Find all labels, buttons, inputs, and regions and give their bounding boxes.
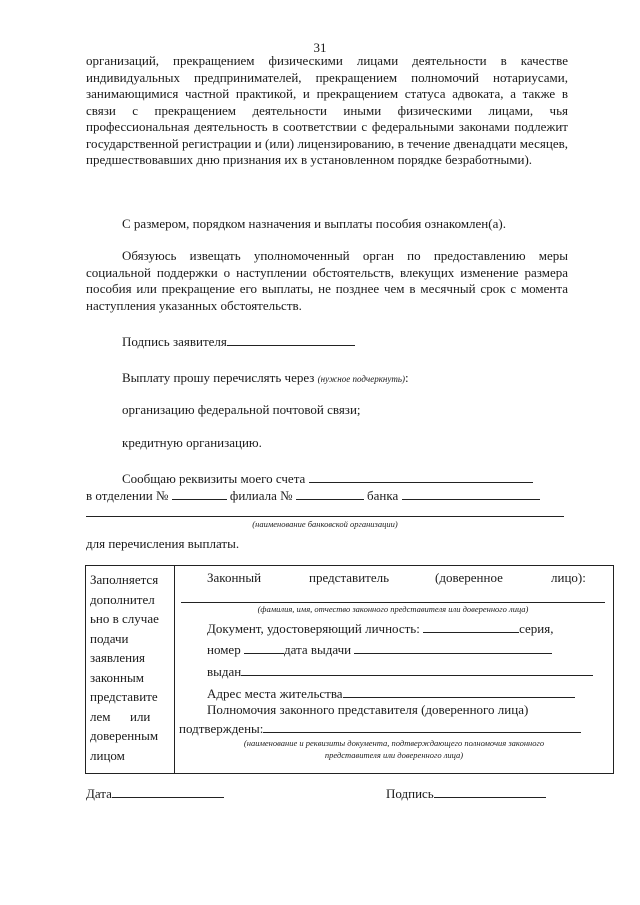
applicant-signature-label: Подпись заявителя (122, 334, 227, 349)
payment-method-line: Выплату прошу перечислять через (нужное подчеркнуть): (122, 370, 409, 385)
acknowledgement-text: С размером, порядком назначения и выплаты пособия ознакомлен(а). (122, 216, 506, 231)
final-signature-line (386, 785, 546, 802)
applicant-signature-field[interactable] (227, 333, 355, 346)
account-line (122, 470, 533, 487)
bank-name-field[interactable] (402, 487, 540, 500)
address-line: Адрес места жительства (207, 685, 575, 702)
filial-label: филиала № (229, 488, 293, 503)
issued-by-line: выдан (207, 663, 593, 680)
payment-note: (нужное подчеркнуть) (317, 374, 405, 384)
issued-by-field[interactable] (241, 663, 593, 676)
continuation-paragraph (86, 53, 568, 169)
filial-number-field[interactable] (296, 487, 364, 500)
authority-caption-2: представителя или доверенного лица) (324, 750, 464, 760)
page-number: 31 (313, 40, 327, 55)
address-field[interactable] (343, 685, 575, 698)
final-signature-field[interactable] (434, 785, 546, 798)
branch-number-field[interactable] (172, 487, 227, 500)
number-line: номер дата выдачи (207, 641, 552, 658)
representative-box-right: Законный представитель (доверенное лицо): (фамилия, имя, отчество законного представителя или доверенного лица) Документ, удостоверяющий личность: серия, номер дата выдачи выдан Адрес места жительства Полномочия законного представителя (доверенного лица) подтверждены: (наименование и реквизиты документа, подтверждающего полномочия законного представителя или доверенного лица) (175, 566, 613, 773)
account-number-field[interactable] (309, 470, 533, 483)
option-credit-organization[interactable]: кредитную организацию. (122, 435, 262, 450)
date-field[interactable] (112, 785, 224, 798)
applicant-signature-line (122, 333, 355, 350)
branch-label: в отделении № (86, 488, 169, 503)
bank-name-rule[interactable] (86, 516, 564, 517)
bank-caption: (наименование банковской организации) (252, 519, 398, 529)
document-field[interactable] (423, 620, 519, 633)
payment-purpose: для перечисления выплаты. (86, 536, 240, 551)
option-post-office[interactable]: организацию федеральной почтовой связи; (122, 402, 361, 417)
authority-line: Полномочия законного представителя (доверенного лица) (207, 702, 529, 717)
payment-prompt: Выплату прошу перечислять через (122, 370, 315, 385)
document-line: Документ, удостоверяющий личность: серия, (207, 621, 554, 636)
account-label: Сообщаю реквизиты моего счета (122, 471, 306, 486)
continuation-text: организаций, прекращением физическими лицами деятельности в качестве индивидуальных предпринимателей, прекращением полномочий нотариусами, занимающимися частной практикой, и прекращением статуса адвоката, а также в связи с прекращением деятельности иными физическими лицами, чья профессиональная деятельность в соответствии с федеральными законами подлежит государственной регистрации и (или) лицензированию, в течение двенадцати месяцев, предшествовавших дню признания их в установленном порядке безработными). (86, 53, 568, 167)
authority-document-field[interactable] (263, 720, 581, 733)
obligation-paragraph (86, 248, 568, 314)
authority-caption-1: (наименование и реквизиты документа, подтверждающего полномочия законного (243, 738, 545, 748)
representative-box (85, 565, 614, 774)
acknowledgement-paragraph (86, 216, 568, 233)
date-line (86, 785, 224, 802)
issue-date-field[interactable] (354, 641, 552, 654)
representative-name-field[interactable] (181, 602, 605, 603)
date-label: Дата (86, 786, 112, 801)
final-signature-label: Подпись (386, 786, 434, 801)
representative-box-left (86, 566, 175, 773)
representative-box-note: Заполняется дополнител ьно в случае подачи заявления законным представите лем или доверенным лицом (90, 572, 159, 763)
bank-label: банка (367, 488, 399, 503)
confirmed-line: подтверждены: (179, 720, 581, 737)
representative-name-caption: (фамилия, имя, отчество законного представителя или доверенного лица) (257, 604, 529, 614)
branch-line (86, 487, 540, 504)
obligation-text: Обязуюсь извещать уполномоченный орган по предоставлению меры социальной поддержки о наступлении обстоятельств, влекущих изменение размера пособия или прекращение его выплаты, не позднее чем в месячный срок с момента наступления указанных обстоятельств. (86, 248, 568, 313)
document-number-field[interactable] (244, 641, 284, 654)
